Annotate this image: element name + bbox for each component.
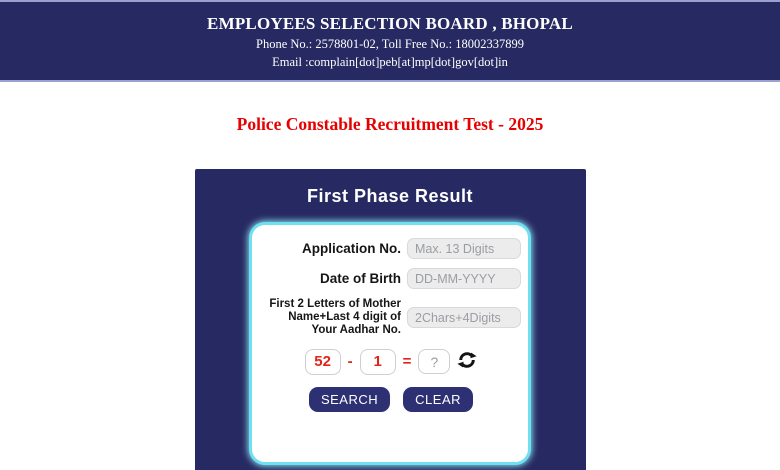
form-buttons-row bbox=[261, 387, 521, 412]
date-of-birth-input[interactable] bbox=[407, 268, 521, 289]
captcha-answer-input[interactable] bbox=[418, 349, 450, 374]
clear-button[interactable]: CLEAR bbox=[403, 387, 473, 412]
application-no-input[interactable] bbox=[407, 238, 521, 259]
page-title: Police Constable Recruitment Test - 2025 bbox=[236, 114, 544, 134]
captcha-operand2: 1 bbox=[360, 349, 396, 375]
captcha-row bbox=[261, 349, 521, 375]
captcha-operand1: 52 bbox=[305, 349, 341, 375]
mother-aadhar-label: First 2 Letters of Mother Name+Last 4 digit of Your Aadhar No. bbox=[269, 298, 401, 337]
card-title: First Phase Result bbox=[306, 186, 474, 206]
result-card bbox=[195, 169, 586, 470]
header-phone-line: Phone No.: 2578801-02, Toll Free No.: 18002337899 bbox=[256, 37, 524, 51]
refresh-icon bbox=[457, 350, 477, 373]
date-of-birth-label: Date of Birth bbox=[320, 270, 401, 286]
mother-aadhar-input[interactable] bbox=[407, 307, 521, 328]
captcha-equals: = bbox=[402, 353, 412, 371]
result-form bbox=[249, 222, 531, 465]
search-button[interactable]: SEARCH bbox=[309, 387, 390, 412]
application-no-label: Application No. bbox=[302, 240, 401, 256]
captcha-operator: - bbox=[347, 353, 353, 371]
site-header bbox=[0, 0, 780, 82]
captcha-refresh-button[interactable] bbox=[457, 350, 477, 373]
header-email-line: Email :complain[dot]peb[at]mp[dot]gov[dot]in bbox=[272, 55, 508, 69]
org-name: EMPLOYEES SELECTION BOARD , BHOPAL bbox=[207, 14, 573, 33]
